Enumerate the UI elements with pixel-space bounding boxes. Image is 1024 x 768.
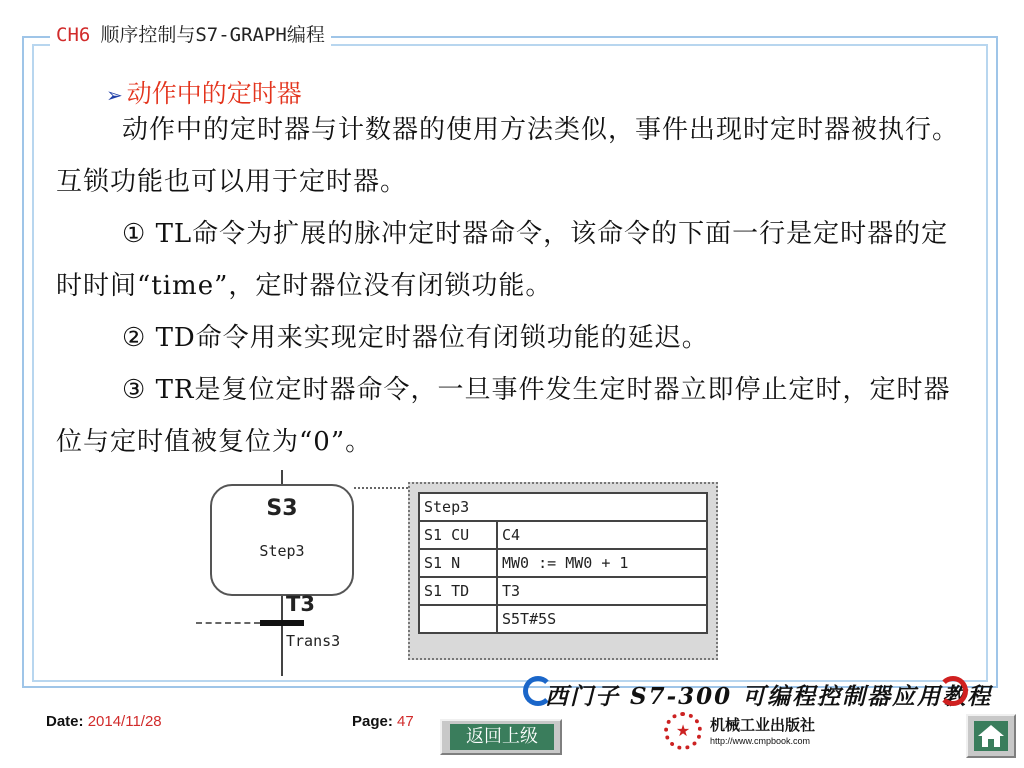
publisher-name: 机械工业出版社 [710, 716, 816, 734]
publisher-url: http://www.cmpbook.com [710, 736, 811, 746]
date-value: 2014/11/28 [87, 713, 162, 730]
action-table [418, 492, 708, 634]
step-name: Step3 [259, 542, 305, 560]
action-qualifier: S1 CU [419, 521, 497, 549]
book-title-banner [523, 672, 993, 712]
sequence-line [281, 470, 283, 484]
sequence-line [281, 596, 283, 676]
paragraph: 动作中的定时器与计数器的使用方法类似，事件出现时定时器被执行。互锁功能也可以用于定时器。 [56, 115, 960, 197]
action-qualifier [419, 605, 497, 633]
transition-id: T3 [286, 592, 315, 616]
back-button[interactable] [440, 719, 562, 755]
paragraph: ① TL命令为扩展的脉冲定时器命令，该命令的下面一行是定时器的定时时间“time”，定时器位没有闭锁功能。 [56, 219, 949, 301]
table-row [419, 577, 707, 605]
transition-condition-line [196, 622, 260, 624]
arrow-bullet-icon: ➢ [106, 83, 123, 107]
back-button-label: 返回上级 [450, 724, 554, 750]
date-label: Date: [46, 713, 84, 730]
table-row [419, 605, 707, 633]
table-row [419, 549, 707, 577]
transition-name: Trans3 [286, 632, 341, 650]
step-id: S3 [266, 496, 298, 521]
book-title: 西门子 S7-300 可编程控制器应用教程 [545, 683, 993, 710]
action-instruction: S5T#5S [497, 605, 707, 633]
page-label: Page: [352, 713, 393, 730]
table-row [419, 521, 707, 549]
action-link-line [354, 487, 408, 489]
action-qualifier: S1 N [419, 549, 497, 577]
table-row [419, 493, 707, 521]
action-instruction: C4 [497, 521, 707, 549]
body-text [56, 104, 970, 468]
paragraph: ③ TR是复位定时器命令，一旦事件发生定时器立即停止定时，定时器位与定时值被复位为“0”。 [56, 375, 951, 457]
publisher-logo [664, 712, 844, 756]
step-box [210, 484, 354, 596]
transition-bar [260, 620, 304, 626]
action-table-title: Step3 [419, 493, 707, 521]
footer-page [352, 713, 414, 730]
chapter-label: CH6 [56, 24, 91, 46]
action-instruction: T3 [497, 577, 707, 605]
paragraph: ② TD命令用来实现定时器位有闭锁功能的延迟。 [122, 323, 709, 353]
section-heading-text: 动作中的定时器 [126, 79, 302, 108]
footer-date [46, 713, 162, 730]
publisher-emblem-icon: ★ [664, 712, 702, 750]
home-icon [974, 721, 1008, 751]
graph-step-diagram [196, 470, 726, 675]
action-instruction: MW0 := MW0 + 1 [497, 549, 707, 577]
home-button[interactable] [966, 714, 1016, 758]
page-value: 47 [397, 713, 414, 730]
slide-header [50, 20, 331, 47]
chapter-title: 顺序控制与S7-GRAPH编程 [100, 24, 325, 46]
action-qualifier: S1 TD [419, 577, 497, 605]
action-block [408, 482, 718, 660]
swoosh-right-icon [938, 676, 968, 706]
